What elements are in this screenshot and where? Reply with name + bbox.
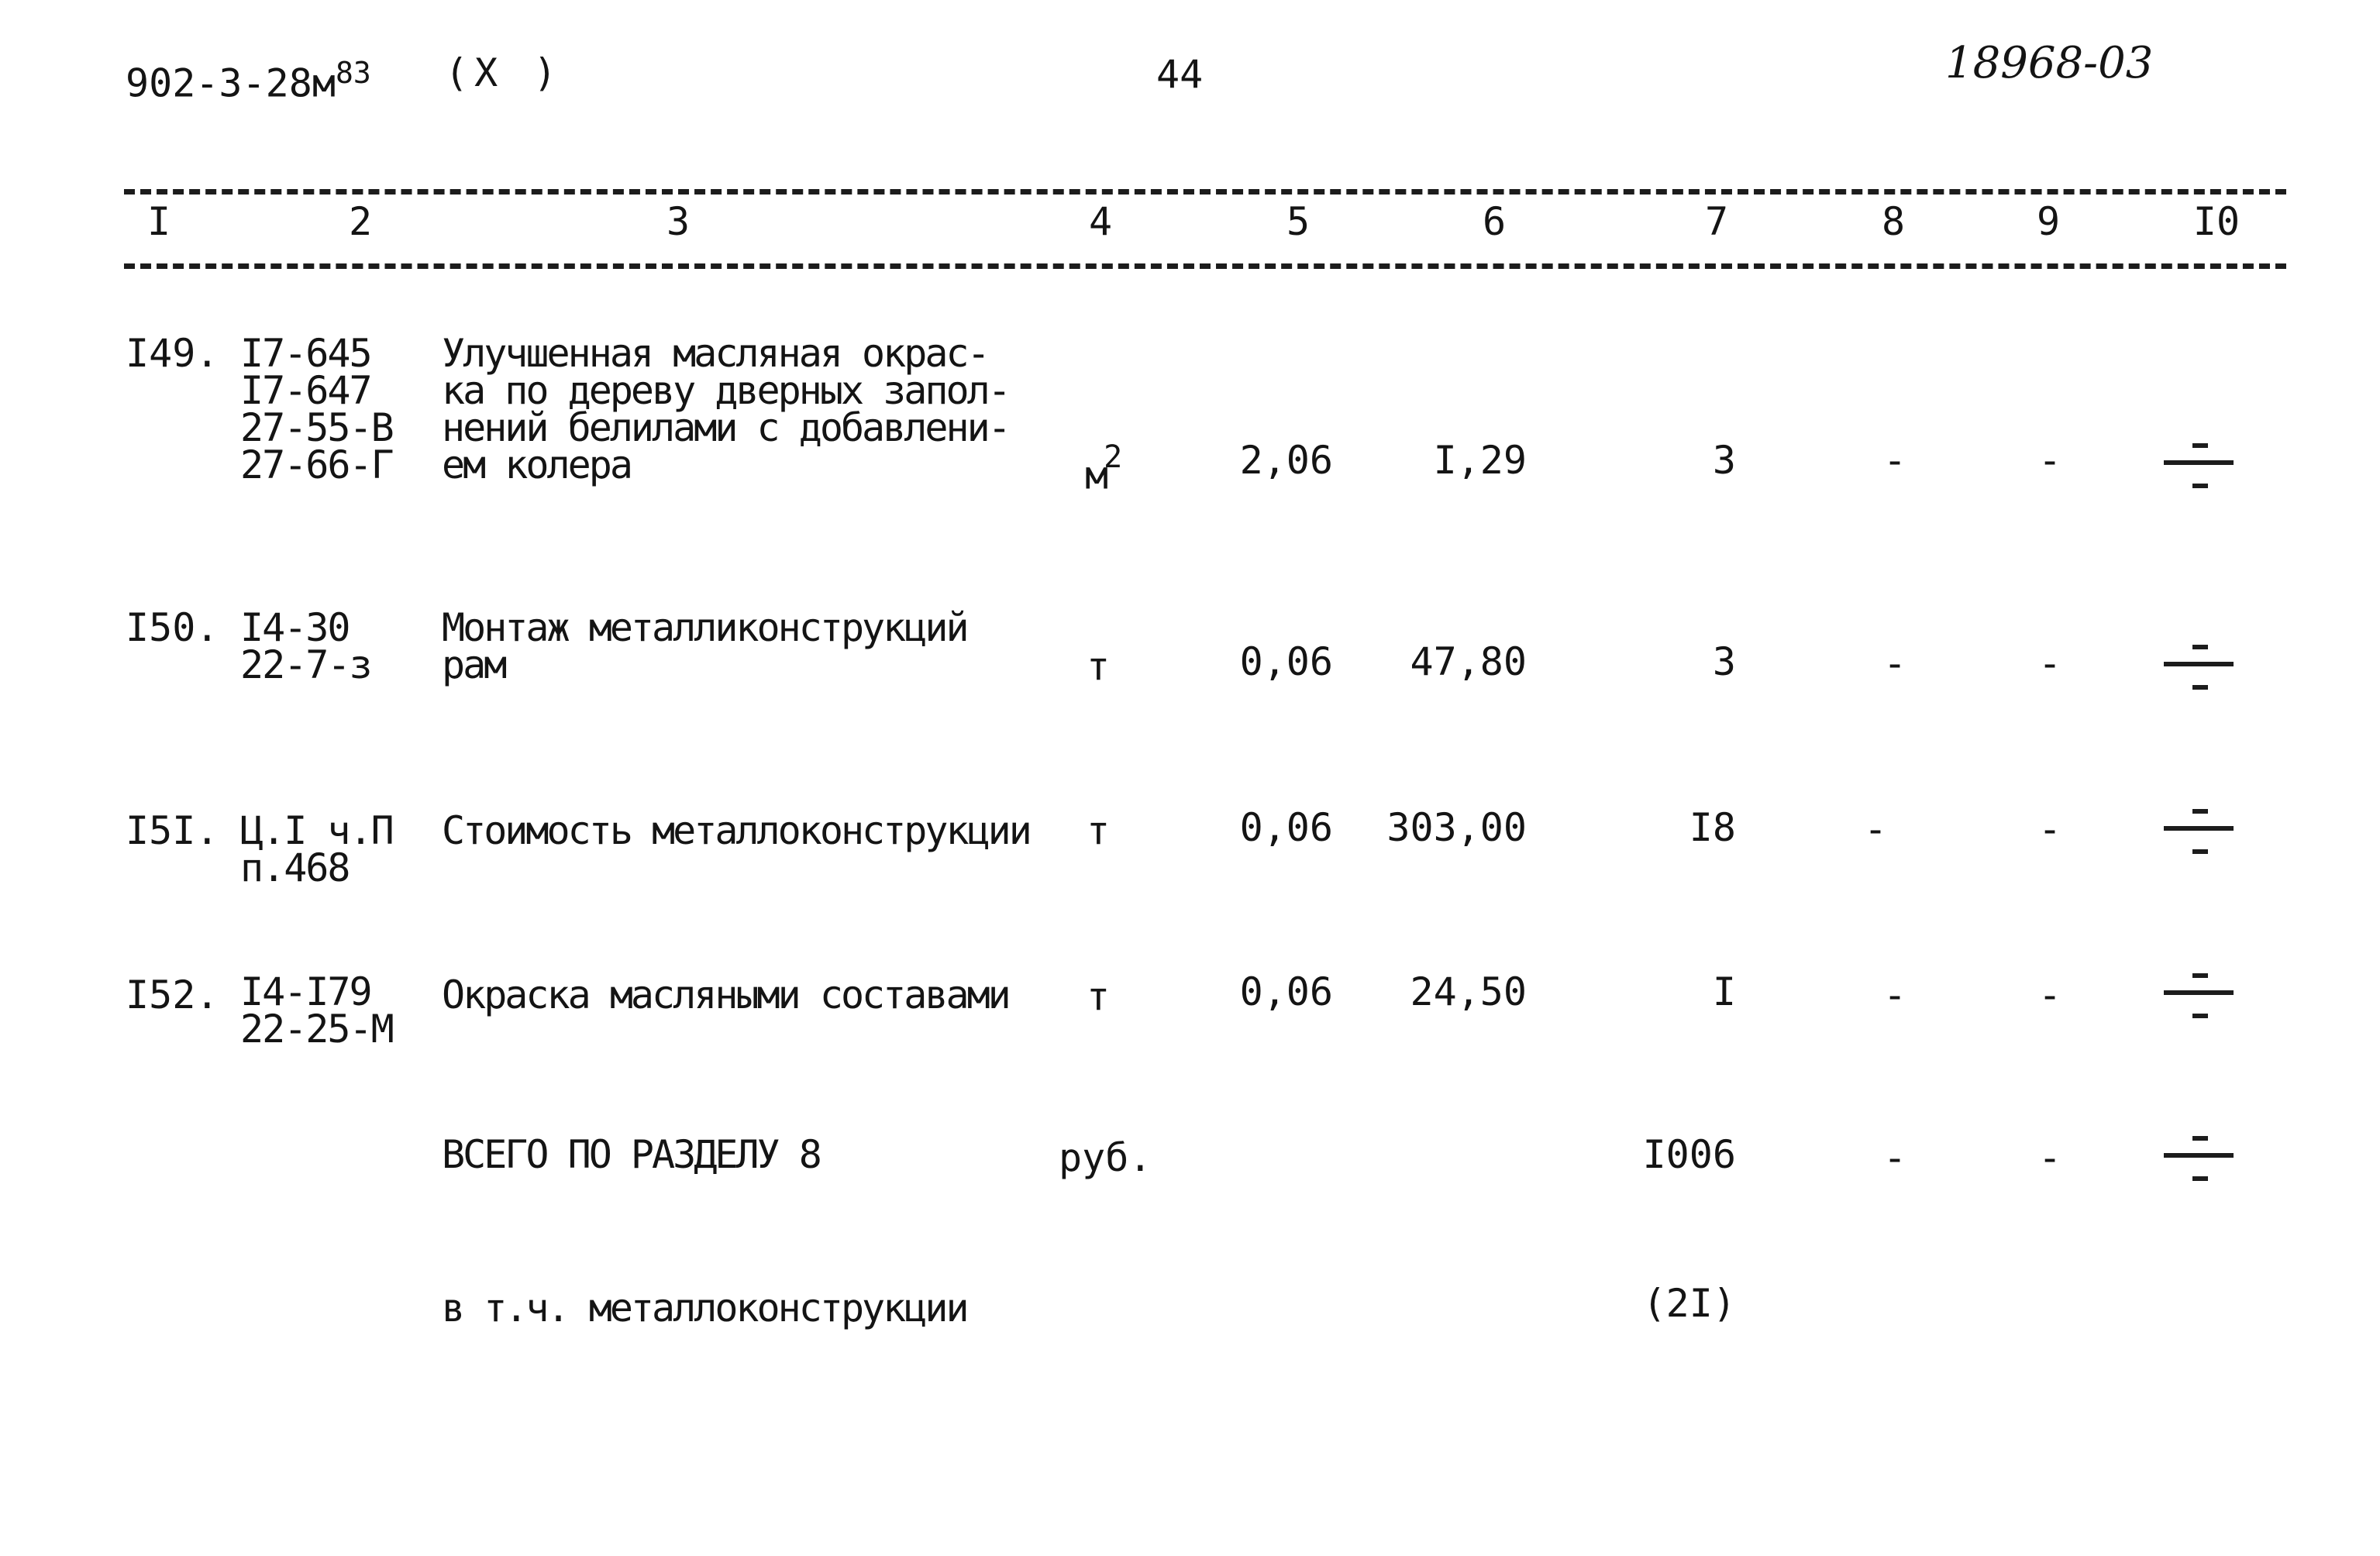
row-unit-sup: 2: [1104, 439, 1123, 475]
row-col9: -: [2037, 438, 2062, 483]
row-unit: т: [1087, 974, 1111, 1019]
row-code: Ц.I ч.П: [240, 808, 393, 853]
column-header-7: 7: [1704, 199, 1729, 244]
row-code: 22-25-М: [240, 1007, 393, 1052]
page-number: 44: [1156, 52, 1204, 97]
column-header-4: 4: [1088, 199, 1113, 244]
summary-col8: -: [1882, 1135, 1907, 1180]
row-description: Стоимость металлоконструкции: [442, 808, 1030, 853]
row-unit: т: [1087, 644, 1111, 689]
row-code: 27-66-Г: [240, 442, 393, 487]
row-code: п.468: [240, 845, 350, 890]
archive-number: 18968-03: [1945, 38, 2154, 88]
row-code: I7-645: [240, 331, 371, 376]
row-price: 47,80: [1410, 639, 1527, 684]
column-header-10: I0: [2192, 199, 2241, 244]
row-quantity: 0,06: [1239, 805, 1333, 850]
row-code: I4-30: [240, 605, 350, 650]
including-total: (2I): [1642, 1281, 1736, 1326]
column-header-6: 6: [1482, 199, 1507, 244]
document-code-sup: 83: [335, 56, 371, 90]
division-sign-icon: [2164, 973, 2234, 1035]
column-header-3: 3: [666, 199, 691, 244]
row-description: рам: [442, 642, 505, 687]
row-price: 24,50: [1410, 969, 1527, 1014]
row-code: I4-I79: [240, 969, 371, 1014]
row-total: I: [1712, 969, 1736, 1014]
row-quantity: 0,06: [1239, 639, 1333, 684]
summary-col9: -: [2037, 1135, 2062, 1180]
row-col8: -: [1882, 438, 1907, 483]
summary-label: ВСЕГО ПО РАЗДЕЛУ 8: [442, 1132, 820, 1177]
row-description: ка по дереву дверных запол-: [442, 368, 1009, 413]
division-sign-icon: [2164, 1136, 2234, 1198]
division-sign-icon: [2164, 443, 2234, 505]
row-price: I,29: [1433, 438, 1527, 483]
row-price: 303,00: [1386, 805, 1527, 850]
row-quantity: 2,06: [1239, 438, 1333, 483]
row-unit: т: [1087, 808, 1111, 853]
column-header-9: 9: [2036, 199, 2061, 244]
row-unit-text: м: [1085, 453, 1109, 498]
division-sign-icon: [2164, 645, 2234, 707]
row-description: ем колера: [442, 442, 631, 487]
column-header-1: I: [146, 199, 171, 244]
row-col8: -: [1882, 641, 1907, 686]
row-col8: -: [1882, 972, 1907, 1017]
row-total: 3: [1712, 639, 1736, 684]
column-header-8: 8: [1881, 199, 1906, 244]
including-label: в т.ч. металлоконструкции: [442, 1286, 967, 1331]
header-rule-bottom: [124, 263, 2286, 269]
row-col9: -: [2037, 641, 2062, 686]
section-marker: (X ): [445, 50, 563, 95]
row-description: Окраска масляными составами: [442, 972, 1009, 1017]
summary-unit: руб.: [1059, 1135, 1152, 1180]
row-number: I5I.: [126, 808, 219, 853]
row-col8: -: [1863, 807, 1888, 852]
document-code-main: 902-3-28м: [126, 60, 336, 106]
row-col9: -: [2037, 807, 2062, 852]
row-number: I50.: [126, 605, 219, 650]
row-description: нений белилами с добавлени-: [442, 405, 1009, 450]
document-code: [126, 50, 371, 107]
row-number: I49.: [126, 331, 219, 376]
row-code: 22-7-з: [240, 642, 371, 687]
summary-total: I006: [1642, 1132, 1736, 1177]
row-description: Улучшенная масляная окрас-: [442, 331, 988, 376]
row-total: 3: [1712, 438, 1736, 483]
row-col9: -: [2037, 972, 2062, 1017]
column-header-5: 5: [1286, 199, 1311, 244]
header-rule-top: [124, 189, 2286, 194]
division-sign-icon: [2164, 809, 2234, 871]
row-code: I7-647: [240, 368, 371, 413]
row-quantity: 0,06: [1239, 969, 1333, 1014]
row-unit: [1085, 439, 1123, 498]
column-header-2: 2: [348, 199, 373, 244]
row-number: I52.: [126, 972, 219, 1017]
row-code: 27-55-В: [240, 405, 393, 450]
row-description: Монтаж металликонструкций: [442, 605, 967, 650]
row-total: I8: [1689, 805, 1736, 850]
